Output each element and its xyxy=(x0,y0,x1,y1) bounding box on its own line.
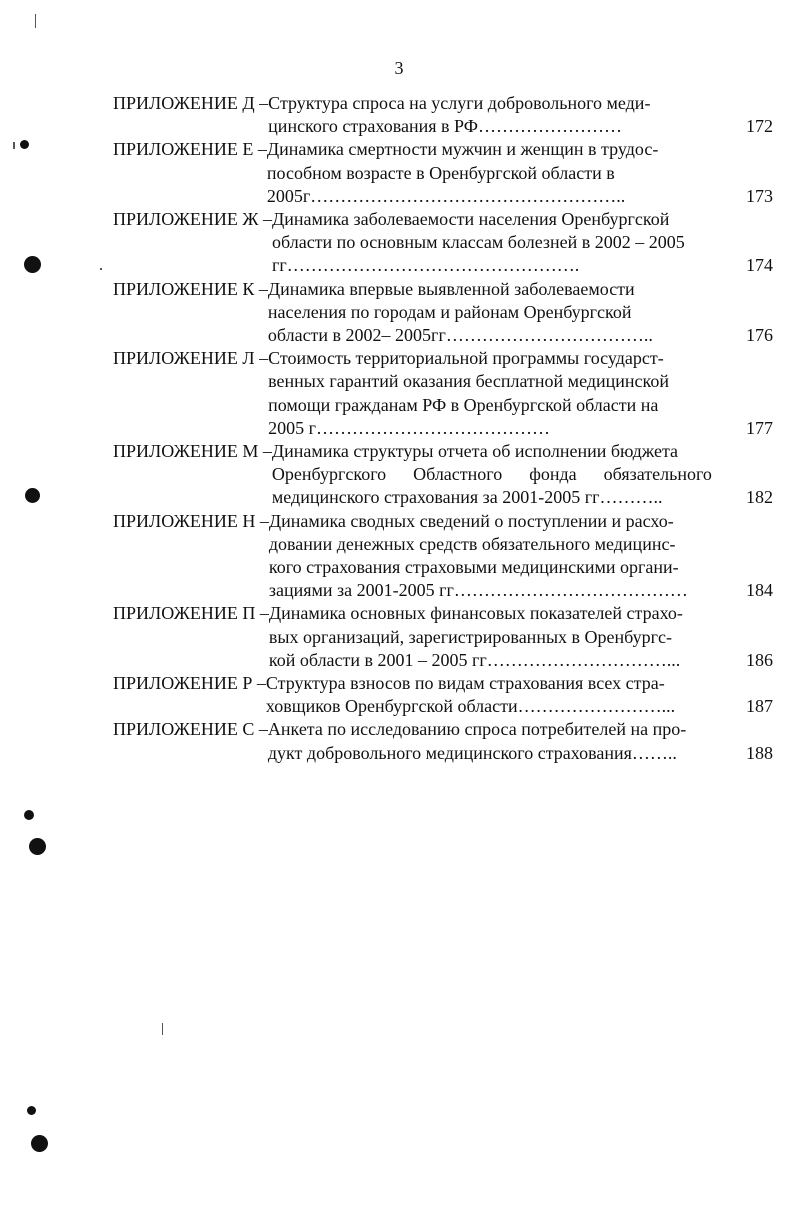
dot-leader: …………………………………………. xyxy=(286,255,580,276)
toc-entry xyxy=(113,278,773,348)
entry-page-number: 182 xyxy=(746,487,773,508)
entry-label: ПРИЛОЖЕНИЕ Ж – xyxy=(113,209,273,230)
entry-description-line: Структура спроса на услуги добровольного меди- xyxy=(268,93,651,113)
entry-description-line: Стоимость территориальной программы государст- xyxy=(268,348,664,369)
toc-entry-continuation xyxy=(113,486,773,509)
entry-description-line: пособном возрасте в Оренбургской области в xyxy=(266,162,615,183)
punch-hole-mark xyxy=(31,1135,48,1152)
toc-entry xyxy=(113,347,773,440)
entry-description-line: довании денежных средств обязательного медицинс- xyxy=(268,533,676,554)
dot-leader: …………………… xyxy=(477,116,622,137)
entry-description-line: зациями за 2001-2005 гг xyxy=(268,580,454,601)
entry-label: ПРИЛОЖЕНИЕ Н – xyxy=(113,510,269,531)
entry-description-line: Структура взносов по видам страхования всех стра- xyxy=(265,673,665,694)
entry-description-line: 2005 г xyxy=(268,417,316,438)
entry-page-number: 176 xyxy=(746,325,773,346)
entry-description-line: ховщиков Оренбургской области xyxy=(265,696,518,717)
page-number: 3 xyxy=(394,58,404,78)
entry-page-number: 173 xyxy=(746,185,773,206)
entry-description-line: области в 2002– 2005гг xyxy=(267,325,446,346)
entry-description-line: области по основным классам болезней в 2002 – 2005 xyxy=(272,232,685,253)
dot-leader: …………………………………………….. xyxy=(310,185,626,206)
entry-page-number: 184 xyxy=(746,580,773,601)
toc-entry xyxy=(113,602,773,672)
entry-page-number: 172 xyxy=(746,116,773,137)
dot-leader: ……………………... xyxy=(517,696,676,717)
entry-page-number: 188 xyxy=(746,742,773,763)
punch-hole-mark xyxy=(25,488,40,503)
entry-page-number: 174 xyxy=(746,255,773,276)
entry-label: ПРИЛОЖЕНИЕ Д – xyxy=(113,93,269,113)
entry-description-line: дукт добровольного медицинского страхования xyxy=(267,742,632,763)
dot-leader: …….. xyxy=(631,742,677,763)
scan-speck xyxy=(162,1023,163,1035)
entry-description-line: Динамика заболеваемости населения Оренбургской xyxy=(272,209,670,230)
entry-description-line: 2005г xyxy=(266,185,311,206)
dot-leader: ………………………………… xyxy=(315,417,550,438)
scan-speck xyxy=(13,142,15,149)
entry-description-line: Динамика впервые выявленной заболеваемости xyxy=(267,278,635,299)
toc-entry xyxy=(113,92,773,138)
scan-speck xyxy=(100,268,102,270)
entry-description-line: населения по городам и районам Оренбургской xyxy=(267,301,632,322)
table-of-contents xyxy=(113,92,773,765)
entry-description-line: вых организаций, зарегистрированных в Оренбургс- xyxy=(268,626,673,647)
toc-entry xyxy=(113,718,773,764)
entry-description-line: гг xyxy=(272,255,287,276)
entry-description-line: кого страхования страховыми медицинскими органи- xyxy=(268,557,679,578)
entry-label: ПРИЛОЖЕНИЕ Е – xyxy=(113,139,267,160)
entry-page-number: 186 xyxy=(746,649,773,670)
punch-hole-mark xyxy=(24,256,41,273)
toc-entry xyxy=(113,510,773,603)
entry-page-number: 177 xyxy=(746,417,773,438)
punch-hole-mark xyxy=(29,838,46,855)
entry-label: ПРИЛОЖЕНИЕ Л – xyxy=(113,348,269,369)
entry-label: ПРИЛОЖЕНИЕ К – xyxy=(113,278,268,299)
entry-label: ПРИЛОЖЕНИЕ Р – xyxy=(113,673,266,694)
punch-hole-mark xyxy=(24,810,34,820)
dot-leader: …………………………….. xyxy=(445,325,653,346)
entry-description-line: венных гарантий оказания бесплатной медицинской xyxy=(268,371,669,392)
entry-label: ПРИЛОЖЕНИЕ П – xyxy=(113,603,269,624)
entry-description-line: цинского страхования в РФ xyxy=(268,116,478,137)
dot-leader: ……….. xyxy=(599,487,663,508)
dot-leader: ………………………………… xyxy=(453,580,688,601)
dot-leader: …………………………... xyxy=(486,649,681,670)
entry-description-line: медицинского страхования за 2001-2005 гг xyxy=(271,487,600,508)
entry-description-line: Динамика структуры отчета об исполнении бюджета xyxy=(271,441,679,462)
entry-label: ПРИЛОЖЕНИЕ М – xyxy=(113,441,272,462)
entry-description-line: Динамика основных финансовых показателей страхо- xyxy=(268,603,683,624)
entry-description-line: Динамика смертности мужчин и женщин в трудос- xyxy=(266,139,659,160)
entry-label: ПРИЛОЖЕНИЕ С – xyxy=(113,719,268,740)
scan-speck xyxy=(35,14,36,28)
toc-entry xyxy=(113,672,773,718)
toc-entry xyxy=(113,440,773,486)
punch-hole-mark xyxy=(27,1106,36,1115)
entry-page-number: 187 xyxy=(746,696,773,717)
entry-description-line: Динамика сводных сведений о поступлении и расхо- xyxy=(268,510,674,531)
toc-entry xyxy=(113,208,773,278)
entry-description-line: кой области в 2001 – 2005 гг xyxy=(268,649,487,670)
punch-hole-mark xyxy=(20,140,29,149)
entry-description-line: Оренбургского Областного фонда обязательного xyxy=(271,464,712,485)
entry-description-line: помощи гражданам РФ в Оренбургской области на xyxy=(268,394,659,415)
toc-entry xyxy=(113,138,773,208)
entry-description-line: Анкета по исследованию спроса потребителей на про- xyxy=(267,719,687,740)
